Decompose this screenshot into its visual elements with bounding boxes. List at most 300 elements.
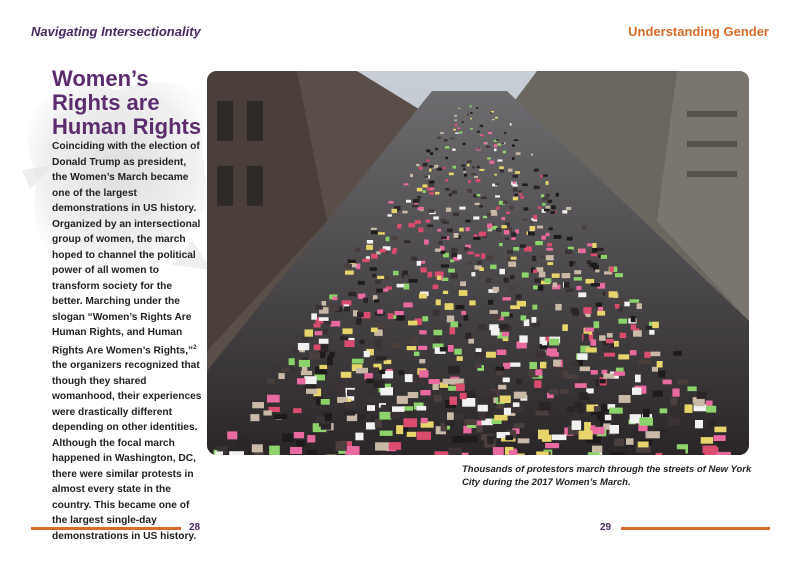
crowd-texture-mark bbox=[404, 241, 410, 244]
crowd-texture-mark bbox=[600, 379, 606, 383]
crowd-texture-mark bbox=[399, 371, 405, 376]
crowd-texture-mark bbox=[649, 330, 654, 335]
crowd-texture-mark bbox=[534, 186, 540, 190]
crowd-texture-mark bbox=[389, 201, 394, 203]
crowd-texture-mark bbox=[448, 366, 460, 374]
crowd-texture-mark bbox=[524, 207, 529, 210]
crowd-texture-mark bbox=[459, 207, 465, 210]
crowd-texture-mark bbox=[451, 273, 458, 279]
crowd-texture-mark bbox=[403, 418, 417, 427]
crowd-texture-mark bbox=[477, 261, 482, 266]
crowd-texture-mark bbox=[314, 345, 321, 351]
crowd-texture-mark bbox=[417, 432, 431, 440]
crowd-texture-mark bbox=[402, 271, 408, 276]
crowd-texture-mark bbox=[546, 181, 549, 185]
crowd-texture-mark bbox=[429, 192, 433, 194]
crowd-texture-mark bbox=[511, 232, 516, 237]
crowd-texture-mark bbox=[445, 421, 454, 426]
crowd-texture-mark bbox=[371, 254, 378, 259]
crowd-texture-mark bbox=[547, 348, 557, 355]
crowd-texture-mark bbox=[493, 287, 500, 292]
crowd-texture-mark bbox=[473, 237, 480, 240]
crowd-texture-mark bbox=[452, 190, 457, 194]
crowd-texture-mark bbox=[264, 441, 274, 446]
crowd-texture-mark bbox=[592, 446, 602, 452]
crowd-texture-mark bbox=[396, 425, 403, 434]
crowd-texture-mark bbox=[514, 194, 518, 196]
crowd-texture-mark bbox=[564, 282, 570, 288]
crowd-texture-mark bbox=[500, 324, 509, 330]
crowd-texture-mark bbox=[562, 371, 568, 378]
crowd-texture-mark bbox=[417, 188, 423, 192]
crowd-texture-mark bbox=[453, 213, 459, 217]
crowd-texture-mark bbox=[451, 138, 455, 140]
crowd-texture-mark bbox=[509, 286, 514, 291]
crowd-texture-mark bbox=[519, 335, 527, 342]
crowd-texture-mark bbox=[504, 132, 506, 134]
crowd-texture-mark bbox=[452, 149, 455, 151]
crowd-texture-mark bbox=[437, 276, 441, 280]
crowd-texture-mark bbox=[419, 294, 427, 299]
crowd-texture-mark bbox=[305, 329, 314, 336]
crowd-texture-mark bbox=[390, 412, 400, 419]
crowd-texture-mark bbox=[416, 199, 420, 202]
crowd-texture-mark bbox=[411, 257, 417, 261]
photo-caption: Thousands of protestors march through the streets of New York City during the 2017 Women’s March. bbox=[462, 464, 752, 488]
crowd-texture-mark bbox=[366, 422, 375, 429]
crowd-texture-mark bbox=[672, 389, 679, 397]
crowd-texture-mark bbox=[394, 311, 403, 315]
crowd-texture-mark bbox=[583, 334, 588, 341]
crowd-texture-mark bbox=[327, 357, 333, 365]
footer-rule-right bbox=[621, 527, 770, 530]
crowd-texture-mark bbox=[546, 248, 553, 251]
crowd-texture-mark bbox=[520, 244, 526, 247]
crowd-texture-mark bbox=[470, 118, 472, 120]
crowd-texture-mark bbox=[409, 279, 418, 283]
crowd-texture-mark bbox=[304, 376, 316, 384]
crowd-texture-mark bbox=[512, 157, 515, 160]
crowd-texture-mark bbox=[420, 390, 430, 395]
crowd-texture-mark bbox=[479, 205, 483, 207]
crowd-texture-mark bbox=[441, 236, 447, 239]
crowd-texture-mark bbox=[493, 447, 504, 455]
crowd-texture-mark bbox=[269, 446, 280, 455]
crowd-texture-mark bbox=[454, 233, 459, 238]
crowd-texture-mark bbox=[282, 434, 294, 442]
crowd-texture-mark bbox=[487, 157, 491, 159]
crowd-texture-mark bbox=[529, 362, 537, 369]
crowd-texture-mark bbox=[576, 286, 581, 290]
crowd-texture-mark bbox=[513, 197, 518, 201]
crowd-texture-mark bbox=[546, 194, 549, 198]
crowd-texture-mark bbox=[632, 388, 641, 395]
crowd-texture-mark bbox=[453, 129, 456, 131]
crowd-texture-mark bbox=[467, 160, 472, 162]
crowd-texture-mark bbox=[703, 446, 717, 454]
crowd-texture-mark bbox=[630, 350, 637, 355]
page-number-left: 28 bbox=[189, 522, 201, 533]
crowd-texture-mark bbox=[406, 200, 411, 203]
crowd-texture-mark bbox=[514, 392, 527, 399]
crowd-texture-mark bbox=[516, 152, 521, 155]
crowd-texture-mark bbox=[330, 321, 340, 327]
crowd-texture-mark bbox=[539, 272, 546, 278]
crowd-texture-mark bbox=[237, 438, 250, 448]
crowd-texture-mark bbox=[502, 217, 506, 220]
crowd-texture-mark bbox=[479, 267, 484, 271]
crowd-texture-mark bbox=[367, 240, 373, 244]
crowd-texture-mark bbox=[380, 249, 386, 253]
crowd-texture-mark bbox=[411, 338, 418, 345]
crowd-texture-mark bbox=[484, 142, 487, 144]
crowd-texture-mark bbox=[651, 352, 661, 357]
crowd-texture-mark bbox=[449, 397, 457, 405]
crowd-texture-mark bbox=[452, 166, 456, 169]
crowd-texture-mark bbox=[475, 352, 485, 358]
crowd-texture-mark bbox=[671, 398, 678, 406]
crowd-texture-mark bbox=[536, 411, 549, 416]
crowd-texture-mark bbox=[552, 435, 567, 441]
crowd-texture-mark bbox=[582, 225, 586, 229]
crowd-texture-mark bbox=[567, 407, 575, 412]
crowd-texture-mark bbox=[549, 389, 559, 394]
crowd-texture-mark bbox=[386, 237, 390, 242]
crowd-texture-mark bbox=[592, 248, 598, 252]
crowd-texture-mark bbox=[358, 414, 366, 420]
crowd-texture-mark bbox=[403, 183, 408, 185]
crowd-texture-mark bbox=[460, 281, 466, 286]
crowd-texture-mark bbox=[618, 298, 623, 304]
crowd-texture-mark bbox=[275, 364, 281, 369]
crowd-texture-mark bbox=[296, 440, 305, 446]
crowd-texture-mark bbox=[375, 280, 381, 284]
crowd-texture-mark bbox=[513, 175, 518, 178]
crowd-texture-mark bbox=[297, 378, 305, 384]
crowd-texture-mark bbox=[486, 352, 496, 358]
crowd-texture-mark bbox=[502, 143, 505, 145]
crowd-texture-mark bbox=[499, 166, 504, 169]
crowd-texture-mark bbox=[429, 184, 435, 188]
crowd-texture-mark bbox=[364, 351, 370, 357]
crowd-texture-mark bbox=[541, 236, 546, 240]
crowd-texture-mark bbox=[530, 221, 534, 224]
crowd-texture-mark bbox=[476, 426, 483, 433]
crowd-texture-mark bbox=[541, 194, 544, 197]
crowd-texture-mark bbox=[491, 328, 500, 335]
footnote-reference: 2 bbox=[193, 344, 197, 351]
crowd-texture-mark bbox=[322, 301, 327, 306]
crowd-texture-mark bbox=[575, 383, 587, 388]
crowd-texture-mark bbox=[452, 436, 466, 443]
crowd-texture-mark bbox=[463, 143, 466, 145]
crowd-texture-mark bbox=[371, 230, 378, 234]
crowd-texture-mark bbox=[483, 216, 487, 218]
crowd-texture-mark bbox=[345, 271, 354, 275]
crowd-texture-mark bbox=[501, 312, 509, 317]
crowd-texture-mark bbox=[263, 410, 271, 415]
crowd-texture-mark bbox=[366, 379, 374, 384]
crowd-texture-mark bbox=[636, 447, 650, 453]
crowd-texture-mark bbox=[477, 166, 480, 168]
crowd-texture-mark bbox=[340, 336, 348, 340]
crowd-texture-mark bbox=[455, 124, 458, 126]
crowd-texture-mark bbox=[569, 261, 573, 267]
crowd-texture-mark bbox=[380, 431, 393, 436]
crowd-texture-mark bbox=[471, 272, 475, 276]
crowd-texture-mark bbox=[508, 169, 512, 172]
crowd-texture-mark bbox=[367, 395, 378, 401]
crowd-texture-mark bbox=[457, 255, 461, 260]
crowd-texture-mark bbox=[445, 188, 449, 190]
crowd-texture-mark bbox=[458, 127, 460, 129]
crowd-texture-mark bbox=[595, 269, 599, 272]
crowd-texture-mark bbox=[537, 352, 546, 356]
crowd-texture-mark bbox=[564, 453, 572, 455]
crowd-texture-mark bbox=[388, 313, 394, 319]
crowd-texture-mark bbox=[714, 427, 726, 433]
crowd-texture-mark bbox=[468, 261, 472, 265]
crowd-texture-mark bbox=[542, 197, 548, 201]
crowd-texture-mark bbox=[419, 359, 425, 363]
crowd-texture-mark bbox=[435, 249, 441, 252]
crowd-texture-mark bbox=[566, 289, 574, 292]
crowd-texture-mark bbox=[429, 379, 440, 384]
crowd-texture-mark bbox=[549, 228, 553, 231]
crowd-texture-mark bbox=[462, 121, 464, 122]
crowd-texture-mark bbox=[443, 167, 446, 169]
crowd-texture-mark bbox=[447, 228, 453, 232]
crowd-texture-mark bbox=[474, 176, 478, 178]
crowd-texture-mark bbox=[504, 278, 509, 283]
crowd-texture-mark bbox=[630, 414, 641, 423]
crowd-texture-mark bbox=[513, 247, 519, 251]
crowd-texture-mark bbox=[609, 291, 618, 297]
crowd-texture-mark bbox=[539, 402, 551, 411]
crowd-texture-mark bbox=[579, 431, 593, 440]
crowd-texture-mark bbox=[591, 263, 597, 268]
crowd-texture-mark bbox=[469, 300, 475, 305]
crowd-texture-mark bbox=[379, 412, 391, 420]
crowd-texture-mark bbox=[477, 194, 481, 197]
crowd-texture-mark bbox=[455, 132, 459, 133]
crowd-texture-mark bbox=[375, 419, 382, 428]
crowd-texture-mark bbox=[473, 216, 479, 219]
crowd-texture-mark bbox=[479, 169, 484, 171]
crowd-texture-mark bbox=[591, 370, 598, 375]
crowd-texture-mark bbox=[435, 192, 440, 195]
crowd-texture-mark bbox=[419, 330, 426, 334]
crowd-texture-mark bbox=[294, 432, 304, 438]
crowd-texture-mark bbox=[487, 213, 490, 217]
crowd-texture-mark bbox=[631, 324, 637, 330]
crowd-texture-mark bbox=[578, 292, 586, 297]
crowd-texture-mark bbox=[423, 163, 428, 166]
crowd-texture-mark bbox=[467, 164, 469, 167]
crowd-texture-mark bbox=[503, 297, 512, 300]
crowd-texture-mark bbox=[500, 170, 504, 173]
crowd-texture-mark bbox=[459, 228, 464, 232]
crowd-texture-mark bbox=[602, 370, 608, 374]
crowd-texture-mark bbox=[380, 387, 393, 395]
crowd-texture-mark bbox=[466, 436, 478, 443]
crowd-texture-mark bbox=[532, 256, 536, 262]
crowd-texture-mark bbox=[450, 321, 458, 327]
crowd-texture-mark bbox=[496, 370, 503, 375]
crowd-texture-mark bbox=[281, 368, 289, 372]
crowd-texture-mark bbox=[492, 119, 495, 120]
crowd-texture-mark bbox=[389, 442, 401, 450]
crowd-texture-mark bbox=[653, 391, 663, 397]
crowd-texture-mark bbox=[465, 333, 471, 339]
crowd-texture-mark bbox=[516, 295, 522, 300]
crowd-texture-mark bbox=[494, 144, 497, 147]
article-title: Women’s Rights are Human Rights bbox=[52, 66, 202, 139]
crowd-texture-mark bbox=[685, 404, 693, 413]
crowd-texture-mark bbox=[424, 240, 429, 245]
crowd-texture-mark bbox=[478, 412, 485, 421]
crowd-texture-mark bbox=[475, 203, 480, 205]
crowd-texture-mark bbox=[646, 326, 653, 330]
crowd-texture-mark bbox=[252, 444, 263, 452]
crowd-texture-mark bbox=[440, 347, 447, 351]
crowd-texture-mark bbox=[487, 436, 494, 445]
crowd-texture-mark bbox=[293, 408, 301, 413]
crowd-texture-mark bbox=[433, 216, 439, 219]
crowd-texture-mark bbox=[553, 282, 557, 287]
crowd-texture-mark bbox=[633, 330, 642, 336]
crowd-texture-mark bbox=[408, 223, 415, 227]
crowd-texture-mark bbox=[629, 299, 639, 302]
crowd-texture-mark bbox=[299, 360, 310, 367]
crowd-texture-mark bbox=[422, 316, 428, 321]
crowd-texture-mark bbox=[599, 335, 606, 341]
crowd-texture-mark bbox=[376, 289, 383, 293]
crowd-texture-mark bbox=[373, 295, 378, 300]
crowd-texture-mark bbox=[461, 165, 465, 167]
crowd-texture-mark bbox=[459, 131, 462, 133]
crowd-texture-mark bbox=[355, 433, 363, 441]
crowd-texture-mark bbox=[447, 412, 454, 420]
crowd-texture-mark bbox=[356, 318, 362, 325]
crowd-texture-mark bbox=[421, 268, 427, 273]
crowd-texture-mark bbox=[518, 438, 530, 443]
crowd-texture-mark bbox=[307, 435, 315, 442]
crowd-texture-mark bbox=[513, 402, 520, 407]
crowd-texture-mark bbox=[429, 165, 434, 167]
crowd-texture-mark bbox=[274, 414, 287, 420]
crowd-texture-mark bbox=[374, 380, 385, 388]
crowd-texture-mark bbox=[546, 233, 550, 236]
crowd-texture-mark bbox=[344, 340, 354, 347]
crowd-texture-mark bbox=[585, 328, 595, 332]
crowd-texture-mark bbox=[345, 446, 359, 455]
crowd-texture-mark bbox=[445, 303, 454, 310]
crowd-texture-mark bbox=[579, 316, 586, 321]
crowd-texture-mark bbox=[697, 392, 707, 400]
crowd-texture-mark bbox=[532, 317, 537, 323]
crowd-texture-mark bbox=[397, 396, 408, 404]
crowd-texture-mark bbox=[662, 453, 676, 455]
crowd-texture-mark bbox=[695, 399, 705, 406]
crowd-texture-mark bbox=[441, 264, 449, 267]
crowd-texture-mark bbox=[614, 439, 624, 447]
crowd-texture-mark bbox=[552, 273, 560, 278]
crowd-texture-mark bbox=[397, 284, 404, 288]
crowd-texture-mark bbox=[440, 132, 444, 134]
crowd-texture-mark bbox=[497, 144, 501, 146]
crowd-texture-mark bbox=[468, 252, 474, 255]
crowd-texture-mark bbox=[538, 285, 544, 291]
crowd-texture-mark bbox=[583, 307, 591, 314]
crowd-texture-mark bbox=[652, 322, 659, 328]
crowd-texture-mark bbox=[442, 278, 449, 281]
crowd-texture-mark bbox=[706, 406, 716, 413]
crowd-texture-mark bbox=[278, 373, 285, 379]
crowd-texture-mark bbox=[631, 316, 636, 322]
crowd-texture-mark bbox=[503, 201, 508, 204]
crowd-texture-mark bbox=[444, 139, 448, 142]
crowd-texture-mark bbox=[565, 249, 573, 254]
crowd-texture-mark bbox=[451, 248, 457, 252]
crowd-texture-mark bbox=[588, 452, 600, 455]
crowd-texture-mark bbox=[336, 441, 347, 451]
crowd-texture-mark bbox=[451, 252, 457, 257]
crowd-texture-mark bbox=[464, 315, 469, 321]
crowd-texture-mark bbox=[445, 179, 448, 181]
crowd-texture-mark bbox=[513, 188, 518, 192]
crowd-texture-mark bbox=[533, 215, 537, 219]
crowd-texture-mark bbox=[504, 230, 510, 234]
crowd-texture-mark bbox=[250, 414, 259, 421]
crowd-texture-mark bbox=[496, 228, 502, 232]
crowd-texture-mark bbox=[353, 310, 358, 316]
crowd-texture-mark bbox=[392, 209, 398, 213]
crowd-texture-mark bbox=[316, 305, 323, 309]
crowd-texture-mark bbox=[668, 417, 681, 425]
crowd-texture-mark bbox=[610, 425, 619, 434]
crowd-texture-mark bbox=[504, 408, 511, 415]
crowd-texture-mark bbox=[429, 169, 431, 172]
crowd-texture-mark bbox=[620, 333, 626, 338]
crowd-texture-mark bbox=[482, 134, 484, 136]
crowd-texture-mark bbox=[417, 406, 427, 411]
crowd-texture-mark bbox=[356, 264, 360, 270]
crowd-texture-mark bbox=[306, 389, 317, 394]
crowd-texture-mark bbox=[519, 193, 522, 195]
crowd-texture-mark bbox=[534, 279, 540, 283]
crowd-texture-mark bbox=[491, 210, 497, 213]
crowd-texture-mark bbox=[267, 379, 274, 384]
crowd-texture-mark bbox=[363, 298, 368, 303]
crowd-texture-mark bbox=[487, 223, 493, 228]
crowd-texture-mark bbox=[319, 317, 329, 321]
crowd-texture-mark bbox=[584, 422, 591, 431]
crowd-texture-mark bbox=[344, 402, 356, 408]
crowd-texture-mark bbox=[484, 391, 497, 396]
crowd-texture-mark bbox=[535, 241, 543, 245]
crowd-texture-mark bbox=[416, 164, 419, 166]
crowd-texture-mark bbox=[514, 423, 525, 428]
crowd-texture-mark bbox=[646, 431, 660, 438]
crowd-texture-mark bbox=[591, 283, 600, 286]
crowd-texture-mark bbox=[415, 220, 421, 224]
crowd-texture-mark bbox=[463, 168, 466, 171]
crowd-texture-mark bbox=[428, 272, 433, 278]
crowd-texture-mark bbox=[495, 117, 498, 119]
crowd-texture-mark bbox=[545, 443, 559, 448]
crowd-texture-mark bbox=[477, 131, 480, 133]
